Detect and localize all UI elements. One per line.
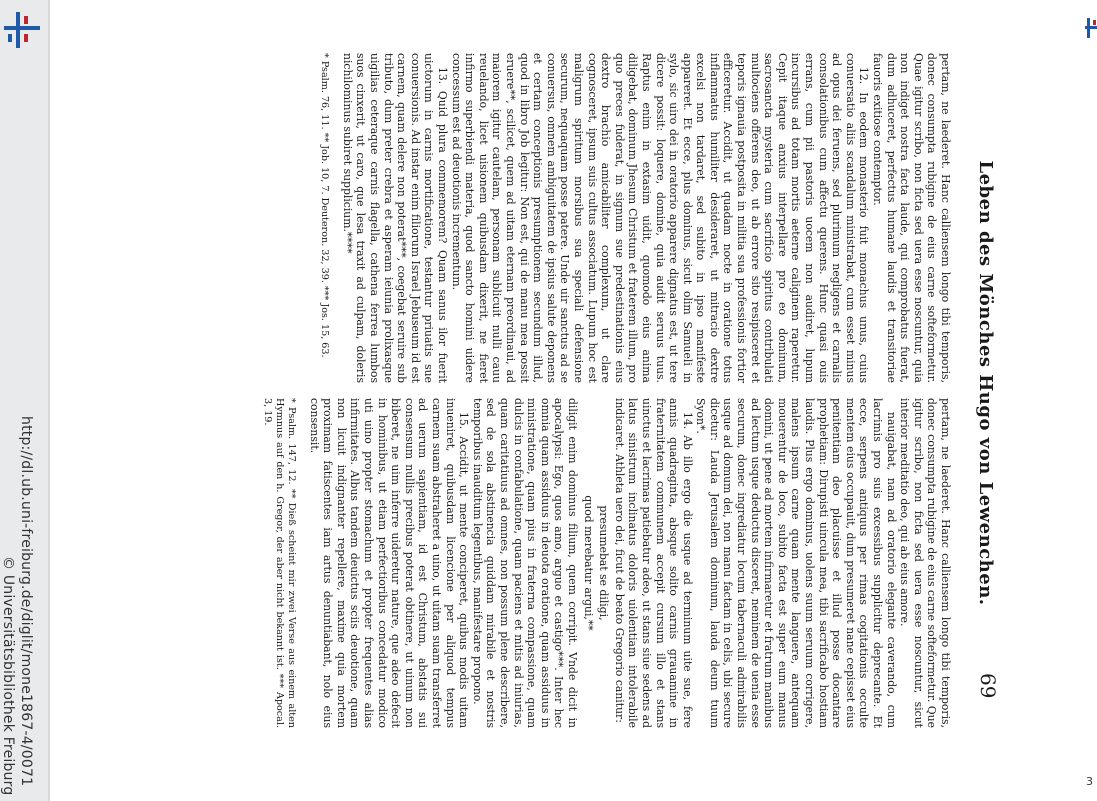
margin-mark: 3 [1086,775,1093,788]
body-paragraph: 13. Quid plura commemorem? Quam sanus ilor fuerit uictorum in carnis mortificatione, testantur priuatis sue conuersionis. Ad instar enim filiorum Israel Jebuseum id est carnem, quam delere non poterat***, coegebat seruire sub tributo, dum preter crebra et asperam ieiunia prolixasque uigilias ceteraque carnis flagella, cathena ferrea lumbos suos cinxerit, ut caro, que lesa traxit ad culpam, doleris nichilominus subiret supplicium.**** [340,53,450,383]
source-url[interactable]: http://dl.ub.uni-freiburg.de/diglit/mone1867-4/0071 [18,416,34,787]
scanned-page [140,48,1000,728]
verse-line: quod merebatur argui,** [581,495,595,631]
body-paragraph: 14. Ab illo ergo die usque ad terminum uite sue, fere annis quadraginta, absque solito carnis grauamine in fraternitatem communem accepit cursum illo et stans uinctus et lacrimas patiebatur adeo, ut stans siue sedens ad latus sinistrum inclinatus doloris uiolentiam intolerabile indicaret. Athleta uero dei, ficut de beato Gregorio canitur: [612,398,694,728]
footnote: * Psalm. 76, 11. ** Job. 10, 7. Deuteron. 32, 39. *** Jos. 15, 63. [319,53,331,358]
body-paragraph: pertam, ne laederet. Hanc calliensem longo tibi temporis, donec consumpta rubigine de eius carne softeformetur. Que igitur scribo, non ficta sed uera esse noscuntur, sicut interior meditatio deo, qui ab eius amore. [898,398,952,728]
body-paragraph: pertam, ne laederet. Hanc calliensem longo tibi temporis, donec consumpta rubigine de eius carne softeformetur. Quae igitur scribo, non ficta sed uera esse noscuntur, quia non indiget nostra facta laude, qui comprobatus fuerat, dum adhuceret, perfectus humane laudis et transitoriae fauoris exitiose contemptor. [871,53,952,383]
copyright-notice: © Universitätsbibliothek Freiburg [0,556,16,796]
ub-freiburg-logo-icon [2,10,42,50]
body-paragraph: diligit enim dominus filium, quem corripit. Vnde dicit in apocalypsi: Ego, quos amo, arguo et castigo***. Inter hec omnia quam assiduus in deuota oratione, quam assiduus in ministratione, quam pius in fraterna compassione, quam dulcis in confabulatione, quam paciens et mitis ad iniurias, quam caritatiuus ad omnes, non possum plene describere, sed de sola abstinencia quiddam mirabile et nostris temporibus inauditum legentibus, manifestare propono. [470,398,579,728]
running-title: Leben des Mönches Hugo von Lewenchen. [975,160,996,606]
right-text-column [261,398,952,728]
body-paragraph: 15. Accidit, ut mente conciperet, quibus modis uitam inueniret, quibusdam licencione per aliquod tempus carnem suam abstraheret a uino, ut uitam suam transferret ad uerum sapientiam, id est Christum, abstatis sui consensum nullis precibus poterat obtinere, ut uinum non biberet, ne uim inferre uideretur nature, que adeo defecit in hominibus, ut etiam perfectioribus concedatur modico uti uino propter stomachum et propter frequentes alias infirmitates. Albus tandem deuictus sciis deuotione, quam non licuit indignanter repellere, maxime quia mortem proximam fatiscentes iam artus denuntiabant, nolo eius consensit. [307,398,471,728]
body-paragraph: nauigabat, nam ad oratorio elegante caverando, cum lacrimis pro suis excessibus supplicitur deprecante. Et ecce, serpens antiquus per rimas cogitationis occulte mentem eius occupauit, dum presumeret nane cepisset eius penitentiam deo placuisse et illud posse docantare prophetiam: Dirupisti uincula mea, tibi sacrificabo hostiam laudis. Plus ergo dominus, uolens suum seruum corrigere, malens ipsum carne quam mente languere, antequam mouerentur de loco, subito facta est super eum manus domini, ut pene ad mortem infirmaretur et fratrum manibus ad lectum usque deductus disceret, neminem de uenia esse securum, donec ingrediatur locum tabernaculi admirabilis usque ad domum dei, non manu factam in celis, ubi secure dicetur: Lauda Jerusalem dominum, lauda deum tuum Syon*. [694,398,898,728]
page-header [970,48,1000,728]
left-text-column [318,53,952,383]
page-number: 69 [976,673,1000,699]
page-edge-divider [48,0,50,801]
footnote: * Psalm. 147, 12. ** Dieß scheint mir zwei Verse aus einem alten Hymnus auf den h. Gregor, der aber nicht bekannt ist. *** Apocal. 3, 19. [262,398,298,728]
ub-freiburg-logo-icon-partial [1085,16,1097,40]
verse-line: presumebat se diligi, [597,505,611,621]
body-paragraph: 12. In eodem monasterio fuit monachus unus, cuius conuersatio aliis scandalum ministrabat, cum esset minus ad opus dei feruens, sed plurimum negligens et carnalis consolationibus cum affectu querens. Hunc quasi ouis errans, cum pii pastoris uocem non audiret, lupum incursibus ad totam mortis aeterne caliginem raperetur. Cepit itaque anxius interpellare pro eo dominum, sacrosancta mysteria cum sacrificio spiritus contribulati multociens offerens deo, ut ab errore sito resipisceret et teporis ignauia postposita in militia sua professionis fortior efficeretur. Accidit, ut quadam nocte in oratione totus inflammatus humiliter desideraret, ut mitracio dextre excelsi non tardaret, sed subito in ipso manifeste appareret. Et ecce, plus dominus, sicut olim Samueli in sylo, sic uiro dei in oratorio apparere dignatus est, ut tere dicere possit: loquere, domine, quia audit seruus tuus. Raptus enim in extasim uidit, quomodo eius anima diligebat, dominum Jhesum Christum et fraterem illum, pro quo preces fuderat, in signum sue predestinationis eius dextro brachio amicabiliter complexum, ut clare cognosceret, ipsum suis cultus associatum. Lupum hoc est maligrum spiritum morsibus sua speciali defensione securum, nequaquam posse patere. Unde uir sanctus ad se conuersus, omnem ambiguitatem de ipsius salute deponens et certam conceptionis presumptionem secundum illud, quod in libro Job legitur: Non est, qui de manu mea possit eruere**, scilicet, quem ad uitam eternam preordinaui, ad maiorem igitur cautelam, personam sublicuit nulli cauu reuelando, licet uisionem quibusdam dixerit, ne fieret infirmo superbiendi materia, quod sancto homini uidere concessum est ad deuotionis incrementum. [449,53,871,383]
